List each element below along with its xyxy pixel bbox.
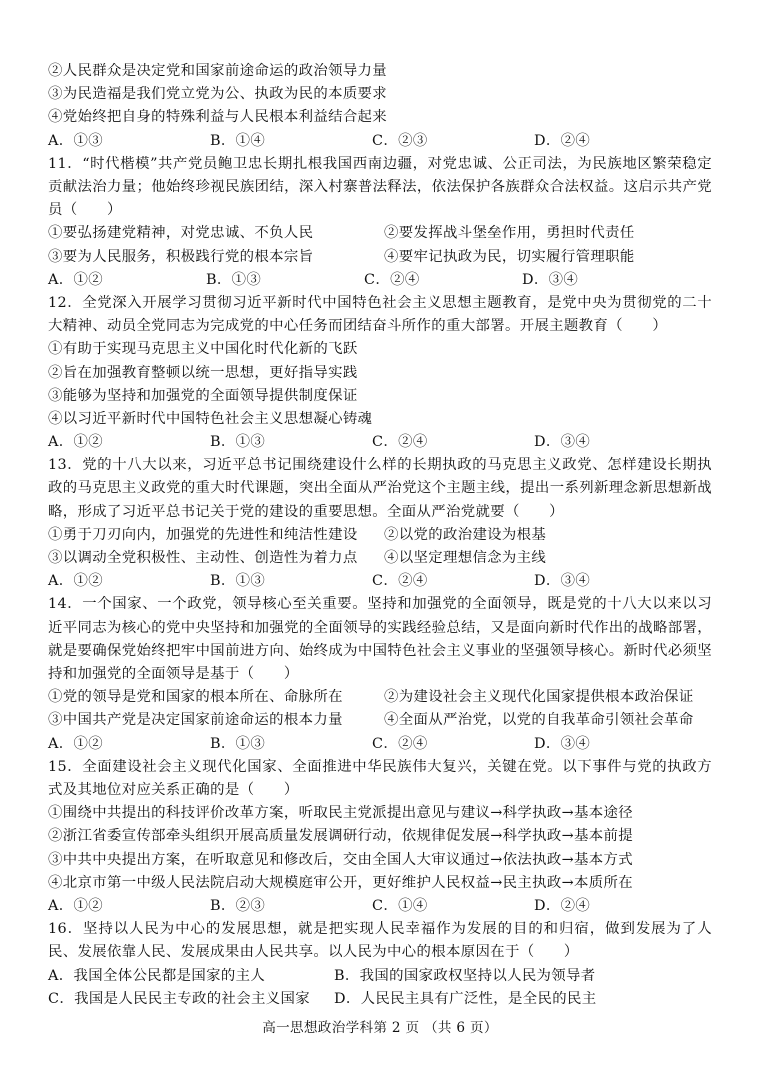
choice-b[interactable]: B．①③	[210, 735, 266, 752]
choice-d[interactable]: D．②④	[534, 132, 591, 149]
statement-item: ③中共中央提出方案，在听取意见和修改后，交由全国人大审议通过→依法执政→基本方式	[48, 851, 633, 868]
choice-c[interactable]: C．②③	[372, 132, 428, 149]
question-content	[48, 60, 712, 1011]
choice-a[interactable]: A．①②	[48, 573, 103, 590]
answer-choices	[48, 130, 712, 153]
statement-row	[48, 246, 712, 269]
answer-choices	[48, 431, 712, 454]
choice-d[interactable]: D．③④	[534, 735, 591, 752]
statement-item: ③能够为坚持和加强党的全面领导提供制度保证	[48, 387, 358, 404]
choice-a[interactable]: A．①②	[48, 735, 103, 752]
choice-c[interactable]: C．②④	[372, 735, 428, 752]
answer-choices	[48, 733, 712, 756]
statement-row	[48, 547, 712, 570]
statement-item: ②以党的政治建设为根基	[384, 526, 547, 543]
question-16-stem: 16．坚持以人民为中心的发展思想，就是把实现人民幸福作为发展的目的和归宿，做到发展为了人民、发展依靠人民、发展成果由人民共享。以人民为中心的根本原因在于（ ）	[48, 921, 712, 961]
statement-item: ①勇于刀刃向内，加强党的先进性和纯洁性建设	[48, 526, 358, 543]
statement-row	[48, 222, 712, 245]
statement-item: ②要发挥战斗堡垒作用，勇担时代责任	[384, 225, 635, 242]
page-footer: 高一思想政治学科第 2 页 （共 6 页）	[262, 1020, 498, 1036]
choice-c[interactable]: C．②④	[364, 271, 420, 288]
choice-a[interactable]: A．我国全体公民都是国家的主人	[48, 967, 266, 984]
choice-d[interactable]: D．③④	[522, 271, 579, 288]
choice-b[interactable]: B．①③	[206, 271, 262, 288]
choice-a[interactable]: A．①②	[48, 271, 103, 288]
choice-b[interactable]: B．①④	[210, 132, 266, 149]
question-13-stem: 13．党的十八大以来，习近平总书记围绕建设什么样的长期执政的马克思主义政党、怎样建设长期执政的马克思主义政党的重大时代课题，突出全面从严治党这个主题主线，提出一系列新理念新思想新战略，形成了习近平总书记关于党的建设的重要思想。全面从严治党就要（ ）	[48, 457, 712, 520]
statement-item: ①围绕中共提出的科技评价改革方案，听取民主党派提出意见与建议→科学执政→基本途径	[48, 805, 633, 822]
statement-row	[48, 524, 712, 547]
choice-d[interactable]: D．②④	[534, 897, 591, 914]
statement-item: ④全面从严治党，以党的自我革命引领社会革命	[384, 712, 694, 729]
statement-item: ②为建设社会主义现代化国家提供根本政治保证	[384, 689, 694, 706]
statement-item: ④以坚定理想信念为主线	[384, 550, 547, 567]
choice-d[interactable]: D．③④	[534, 573, 591, 590]
answer-choices	[48, 269, 712, 292]
statement-item: ①要弘扬建党精神，对党忠诚、不负人民	[48, 225, 314, 242]
answer-choices	[48, 965, 712, 988]
question-15-stem: 15．全面建设社会主义现代化国家、全面推进中华民族伟大复兴，关键在党。以下事件与党的执政方式及其地位对应关系正确的是（ ）	[48, 758, 712, 799]
choice-b[interactable]: B．①③	[210, 573, 266, 590]
choice-a[interactable]: A．①②	[48, 897, 103, 914]
option-item: ③为民造福是我们党立党为公、执政为民的本质要求	[48, 86, 388, 103]
choice-c[interactable]: C．①④	[372, 897, 428, 914]
choice-c[interactable]: C．②④	[372, 434, 428, 451]
choice-a[interactable]: A．①③	[48, 132, 103, 149]
choice-b[interactable]: B．我国的国家政权坚持以人民为领导者	[334, 967, 596, 984]
choice-c[interactable]: C．②④	[372, 573, 428, 590]
choice-d[interactable]: D．③④	[534, 434, 591, 451]
choice-a[interactable]: A．①②	[48, 434, 103, 451]
choice-b[interactable]: B．②③	[210, 897, 266, 914]
statement-item: ①有助于实现马克思主义中国化时代化新的飞跃	[48, 341, 358, 358]
question-14-stem: 14．一个国家、一个政党，领导核心至关重要。坚持和加强党的全面领导，既是党的十八大以来以习近平同志为核心的党中央坚持和加强党的全面领导的实践经验总结，又是面向新时代作出的战略部署，就是要确保党始终把牢中国前进方向、始终成为中国特色社会主义事业的坚强领导核心。新时代必须坚持和加强党的全面领导是基于（ ）	[48, 596, 712, 683]
statement-item: ④北京市第一中级人民法院启动大规模庭审公开，更好维护人民权益→民主执政→本质所在	[48, 874, 633, 891]
question-12-stem: 12．全党深入开展学习贯彻习近平新时代中国特色社会主义思想主题教育，是党中央为贯彻党的二十大精神、动员全党同志为完成党的中心任务而团结奋斗所作的重大部署。开展主题教育（ ）	[48, 294, 712, 335]
answer-choices	[48, 988, 712, 1011]
choice-b[interactable]: B．①③	[210, 434, 266, 451]
statement-item: ②浙江省委宣传部牵头组织开展高质量发展调研行动，依规律促发展→科学执政→基本前提	[48, 828, 633, 845]
choice-c[interactable]: C．我国是人民民主专政的社会主义国家	[48, 990, 310, 1007]
statement-item: ④以习近平新时代中国特色社会主义思想凝心铸魂	[48, 410, 373, 427]
statement-item: ②旨在加强教育整顿以统一思想，更好指导实践	[48, 364, 358, 381]
answer-choices	[48, 895, 712, 918]
answer-choices	[48, 570, 712, 593]
statement-item: ③要为人民服务，积极践行党的根本宗旨	[48, 248, 314, 265]
choice-d[interactable]: D．人民民主具有广泛性，是全民的民主	[334, 990, 597, 1007]
statement-item: ③以调动全党积极性、主动性、创造性为着力点	[48, 550, 358, 567]
statement-row	[48, 709, 712, 732]
statement-row	[48, 686, 712, 709]
option-item: ②人民群众是决定党和国家前途命运的政治领导力量	[48, 63, 388, 79]
statement-item: ③中国共产党是决定国家前途命运的根本力量	[48, 712, 343, 729]
option-item: ④党始终把自身的特殊利益与人民根本利益结合起来	[48, 109, 388, 126]
statement-item: ④要牢记执政为民，切实履行管理职能	[384, 248, 635, 265]
question-11-stem: 11．“时代楷模”共产党员鲍卫忠长期扎根我国西南边疆，对党忠诚、公正司法，为民族地区繁荣稳定贡献法治力量；他始终珍视民族团结，深入村寨普法释法，依法保护各族群众合法权益。这启示共产党员（ ）	[48, 155, 712, 219]
statement-item: ①党的领导是党和国家的根本所在、命脉所在	[48, 689, 343, 706]
